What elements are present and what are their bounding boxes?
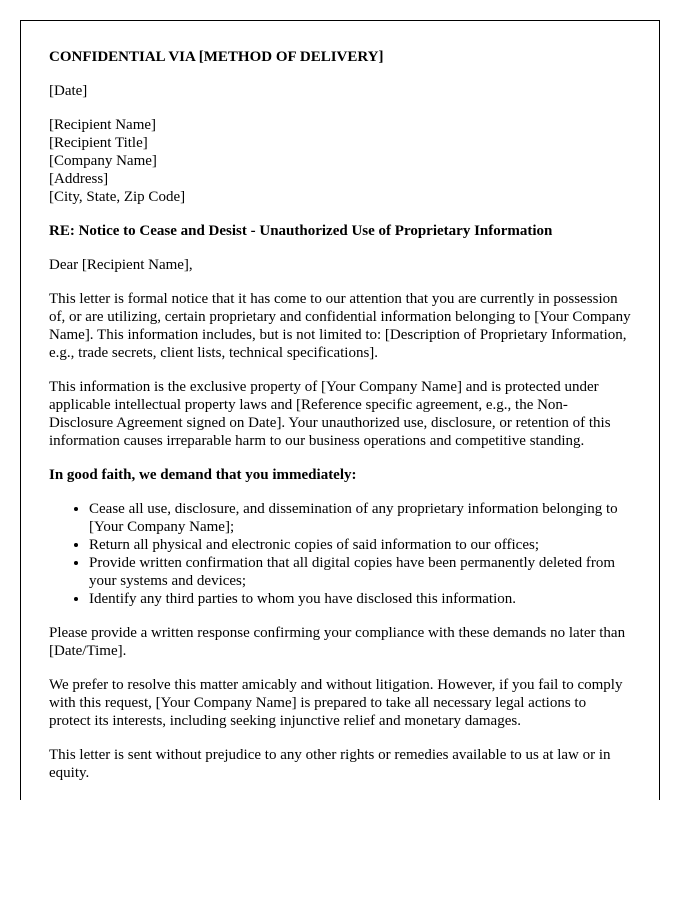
subject-line: RE: Notice to Cease and Desist - Unauthorized Use of Proprietary Information <box>49 223 553 239</box>
body-paragraph-5: This letter is sent without prejudice to any other rights or remedies available to us at law or in equity. <box>49 747 611 781</box>
demand-list <box>49 500 631 608</box>
demand-item: • Identify any third parties to whom you have disclosed this information. <box>89 590 631 608</box>
recipient-address: [Address] <box>49 171 109 187</box>
letter-page <box>20 20 660 800</box>
salutation: Dear [Recipient Name], <box>49 257 193 273</box>
body-paragraph-4: We prefer to resolve this matter amicably and without litigation. However, if you fail to comply with this request, [Your Company Name] is prepared to take all necessary legal actions to protect its interests, including seeking injunctive relief and monetary damages. <box>49 677 623 729</box>
demand-item: • Return all physical and electronic copies of said information to our offices; <box>89 536 631 554</box>
letter-heading: CONFIDENTIAL VIA [METHOD OF DELIVERY] <box>49 49 384 65</box>
demand-heading: In good faith, we demand that you immediately: <box>49 467 357 483</box>
body-paragraph-1: This letter is formal notice that it has come to our attention that you are currently in possession of, or are utilizing, certain proprietary and confidential information belonging to [Your Company Name]. This information includes, but is not limited to: [Description of Proprietary Information, e.g., trade secrets, client lists, technical specifications]. <box>49 291 631 361</box>
demand-item: • Cease all use, disclosure, and dissemination of any proprietary information belonging to [Your Company Name]; <box>89 500 631 536</box>
body-paragraph-2: This information is the exclusive property of [Your Company Name] and is protected under applicable intellectual property laws and [Reference specific agreement, e.g., the Non-Disclosure Agreement signed on Date]. Your unauthorized use, disclosure, or retention of this information causes irreparable harm to our business operations and competitive standing. <box>49 379 611 449</box>
recipient-city-state-zip: [City, State, Zip Code] <box>49 189 186 205</box>
demand-item: • Provide written confirmation that all digital copies have been permanently deleted from your systems and devices; <box>89 554 631 590</box>
recipient-name: [Recipient Name] <box>49 117 157 133</box>
recipient-company: [Company Name] <box>49 153 157 169</box>
letter-date: [Date] <box>49 83 88 99</box>
recipient-title: [Recipient Title] <box>49 135 148 151</box>
recipient-address-block <box>49 116 631 206</box>
body-paragraph-3: Please provide a written response confirming your compliance with these demands no later than [Date/Time]. <box>49 625 626 659</box>
